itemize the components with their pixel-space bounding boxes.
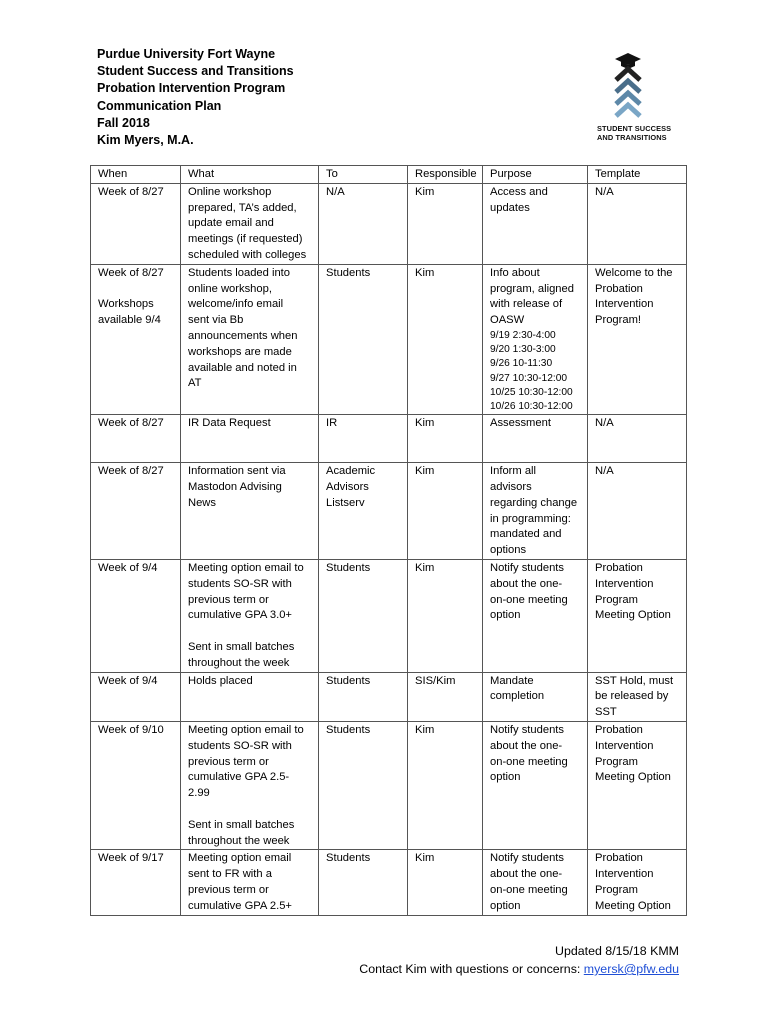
table-row [91,415,687,463]
cell-when [91,183,181,264]
when-text: Week of 8/27 [98,465,164,478]
responsible-text: Kim [415,465,435,478]
template-text: Welcome to the [595,266,673,279]
to-text: N/A [326,185,345,198]
cell-when [91,559,181,672]
purpose-text: on-one meeting [490,755,568,768]
template-text: Probation [595,723,643,736]
purpose-text: Info about [490,266,540,279]
responsible-text: Kim [415,417,435,430]
template-text: Probation [595,282,643,295]
cell-to [319,463,408,560]
purpose-text: option [490,899,521,912]
what-text: available and noted in [188,361,297,374]
purpose-text: Access and [490,185,548,198]
what-text: Meeting option email [188,852,292,865]
to-text: Advisors [326,480,369,493]
template-text: be released by [595,690,669,703]
to-text: Students [326,266,371,279]
purpose-text: Assessment [490,417,551,430]
purpose-text: about the one- [490,739,563,752]
cell-template [588,183,687,264]
purpose-text: with release of [490,298,563,311]
cell-to [319,672,408,721]
cell-responsible [408,850,483,915]
cell-what [181,559,319,672]
logo-text: STUDENT SUCCESS AND TRANSITIONS [597,124,672,142]
purpose-text: regarding change [490,496,578,509]
purpose-text: completion [490,690,545,703]
cell-when [91,850,181,915]
cell-responsible [408,463,483,560]
purpose-text: about the one- [490,868,563,881]
what-text: AT [188,377,202,390]
when-text: Week of 8/27 [98,266,164,279]
cell-when [91,672,181,721]
cell-to [319,721,408,849]
communication-plan-table [90,165,687,916]
to-text: Students [326,723,371,736]
when-text: Week of 9/17 [98,852,164,865]
cell-to [319,850,408,915]
what-text: cumulative GPA 2.5- [188,771,290,784]
purpose-text: Mandate [490,674,534,687]
template-text: Intervention [595,868,654,881]
table-row [91,672,687,721]
purpose-text: on-one meeting [490,593,568,606]
purpose-text: program, aligned [490,282,574,295]
what-text: Students loaded into [188,266,291,279]
cell-responsible [408,721,483,849]
table-row [91,721,687,849]
what-text: cumulative GPA 3.0+ [188,609,292,622]
cell-what [181,183,319,264]
what-text: meetings (if requested) [188,233,303,246]
what-text [188,802,318,818]
what-text [188,624,318,640]
cell-to [319,415,408,463]
responsible-text: Kim [415,266,435,279]
workshop-date: 10/26 10:30-12:00 [490,400,573,412]
purpose-text: advisors [490,480,532,493]
template-text: Program [595,593,638,606]
cell-responsible [408,672,483,721]
cell-purpose [483,850,588,915]
cell-purpose [483,264,588,414]
cell-template [588,721,687,849]
cell-purpose [483,672,588,721]
contact-prefix: Contact Kim with questions or concerns: [359,962,584,976]
to-text: IR [326,417,338,430]
header-line: Student Success and Transitions [97,64,294,79]
workshop-date: 9/27 10:30-12:00 [490,372,568,384]
cell-when [91,415,181,463]
cell-to [319,559,408,672]
cell-to [319,264,408,414]
table-row [91,463,687,560]
cell-what [181,850,319,915]
what-text: welcome/info email [188,298,284,311]
contact-line [359,960,679,978]
when-text: Week of 8/27 [98,417,164,430]
template-text: N/A [595,185,614,198]
what-text: previous term or [188,593,269,606]
when-text: Week of 8/27 [98,185,164,198]
to-text: Students [326,674,371,687]
purpose-text: in programming: [490,512,571,525]
responsible-text: Kim [415,561,435,574]
purpose-text: mandated and [490,528,562,541]
template-text: Intervention [595,739,654,752]
cell-template [588,463,687,560]
what-text: students SO-SR with [188,739,292,752]
purpose-text: about the one- [490,577,563,590]
template-text: Program [595,755,638,768]
workshop-date: 9/20 1:30-3:00 [490,344,556,356]
template-text: Program [595,883,638,896]
what-text: News [188,496,216,509]
header-line: Probation Intervention Program [97,81,286,96]
what-text: prepared, TA’s added, [188,201,297,214]
template-text: SST Hold, must [595,674,674,687]
header-line: Fall 2018 [97,115,150,130]
what-text: previous term or [188,755,269,768]
purpose-text: Notify students [490,561,564,574]
when-text: Week of 9/4 [98,674,158,687]
what-text: Meeting option email to [188,561,304,574]
what-text: cumulative GPA 2.5+ [188,899,292,912]
cell-when [91,264,181,414]
what-text: announcements when [188,329,298,342]
cell-what [181,721,319,849]
header-line: Purdue University Fort Wayne [97,47,276,61]
column-header-to: To [319,166,408,184]
responsible-text: SIS/Kim [415,674,456,687]
when-text: Week of 9/4 [98,561,158,574]
email-link[interactable]: myersk@pfw.edu [583,962,679,976]
what-text: IR Data Request [188,417,271,430]
to-text: Students [326,852,371,865]
what-text: workshops are made [188,345,292,358]
purpose-text: OASW [490,314,525,327]
what-text: Online workshop [188,185,272,198]
what-text: previous term or [188,883,269,896]
cell-when [91,721,181,849]
cell-what [181,463,319,560]
table-row [91,183,687,264]
when-text [98,282,180,298]
purpose-text: option [490,609,521,622]
purpose-text: on-one meeting [490,883,568,896]
column-header-purpose: Purpose [483,166,588,184]
cell-to [319,183,408,264]
header-line: Communication Plan [97,98,222,113]
template-text: Probation [595,852,643,865]
cell-responsible [408,415,483,463]
template-text: Program! [595,314,642,327]
responsible-text: Kim [415,723,435,736]
cell-template [588,672,687,721]
table-header-row [91,166,687,184]
document-header [97,46,294,149]
when-text: available 9/4 [98,314,161,327]
what-text: sent via Bb [188,314,244,327]
cell-template [588,264,687,414]
to-text: Listserv [326,496,365,509]
cell-template [588,850,687,915]
responsible-text: Kim [415,185,435,198]
workshop-date: 9/26 10-11:30 [490,358,553,370]
purpose-text: Notify students [490,723,564,736]
template-text: Meeting Option [595,771,671,784]
what-text: update email and [188,217,274,230]
purpose-text: option [490,771,521,784]
template-text: N/A [595,465,614,478]
purpose-text: options [490,544,527,557]
cell-when [91,463,181,560]
when-text: Workshops [98,298,154,311]
purpose-text: updates [490,201,530,214]
cell-responsible [408,264,483,414]
template-text: N/A [595,417,614,430]
what-text: Sent in small batches [188,640,295,653]
cell-what [181,264,319,414]
template-text: Probation [595,561,643,574]
what-text: online workshop, [188,282,272,295]
column-header-what: What [181,166,319,184]
what-text: Meeting option email to [188,723,304,736]
what-text: Mastodon Advising [188,480,282,493]
updated-note: Updated 8/15/18 KMM [555,944,679,958]
table-row [91,264,687,414]
to-text: Academic [326,465,376,478]
cell-responsible [408,559,483,672]
template-text: SST [595,706,617,719]
cell-purpose [483,463,588,560]
what-text: students SO-SR with [188,577,292,590]
purpose-text: Notify students [490,852,564,865]
cell-what [181,415,319,463]
cell-responsible [408,183,483,264]
purpose-text: Inform all [490,465,537,478]
cell-purpose [483,183,588,264]
what-text: throughout the week [188,656,290,669]
template-text: Intervention [595,577,654,590]
to-text: Students [326,561,371,574]
cell-template [588,559,687,672]
workshop-date: 9/19 2:30-4:00 [490,329,556,341]
cell-template [588,415,687,463]
what-text: Sent in small batches [188,818,295,831]
column-header-responsible: Responsible [408,166,483,184]
what-text: scheduled with colleges [188,248,307,261]
template-text: Meeting Option [595,609,671,622]
template-text: Intervention [595,298,654,311]
what-text: Information sent via [188,465,286,478]
document-footer [359,942,679,978]
table-row [91,850,687,915]
what-text: Holds placed [188,674,253,687]
what-text: throughout the week [188,834,290,847]
template-text: Meeting Option [595,899,671,912]
table-row [91,559,687,672]
what-text: sent to FR with a [188,868,272,881]
cell-purpose [483,559,588,672]
cell-what [181,672,319,721]
column-header-when: When [91,166,181,184]
what-text: 2.99 [188,787,210,800]
cell-purpose [483,415,588,463]
workshop-date: 10/25 10:30-12:00 [490,386,573,398]
responsible-text: Kim [415,852,435,865]
column-header-template: Template [588,166,687,184]
when-text: Week of 9/10 [98,723,164,736]
cell-purpose [483,721,588,849]
header-line: Kim Myers, M.A. [97,133,194,148]
